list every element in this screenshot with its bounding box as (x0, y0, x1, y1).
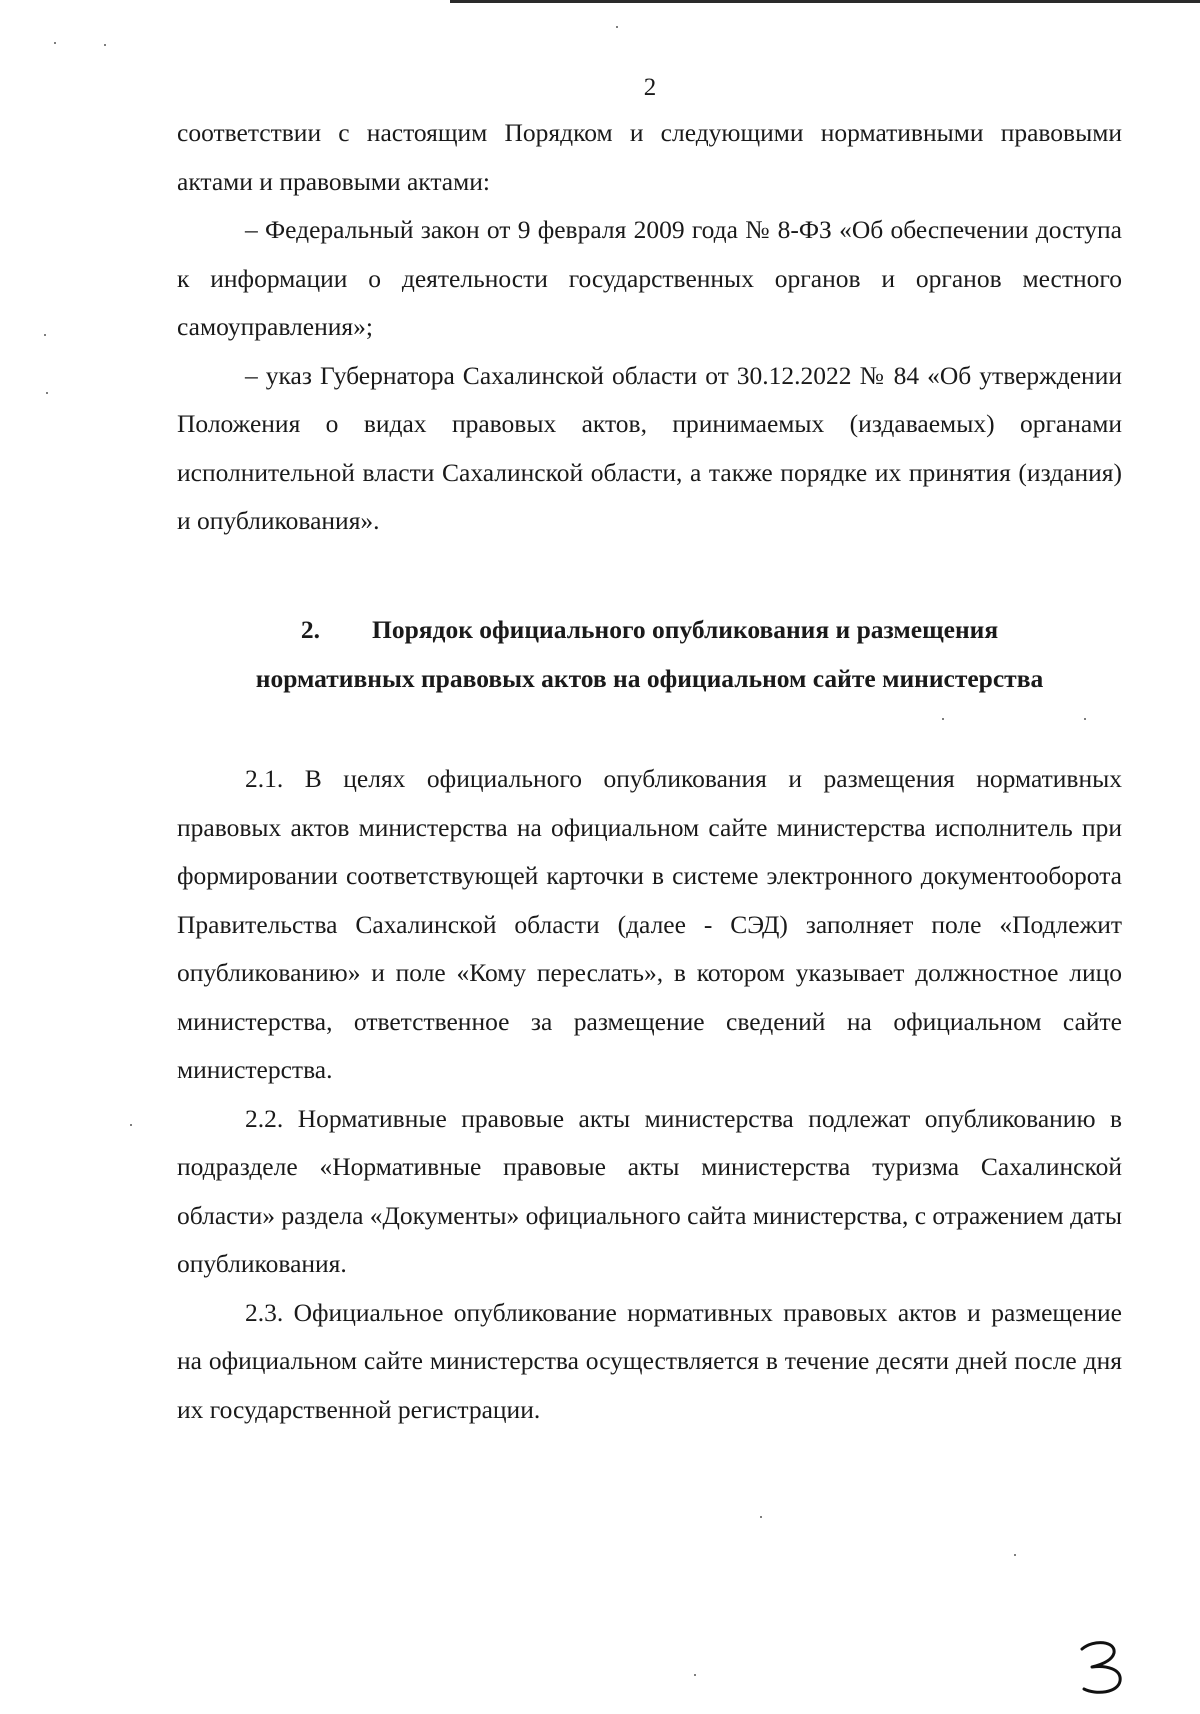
section-number: 2. (300, 615, 320, 644)
scan-speck (1084, 718, 1086, 720)
scan-speck (694, 1674, 696, 1676)
clause-2-1: 2.1. В целях официального опубликования и размещения нормативных правовых актов министерства на официальном сайте министерства исполнитель при формировании соответствующей карточки в системе электронного документооборота Правительства Сахалинской области (далее - СЭД) заполняет поле «Подлежит опубликованию» и поле «Кому переслать», в котором указывает должностное лицо министерства, ответственное за размещение сведений на официальном сайте министерства. (177, 764, 1122, 1084)
scan-speck (942, 718, 944, 720)
scan-speck (1014, 1554, 1016, 1556)
scan-speck (616, 26, 618, 28)
page-number: 2 (643, 74, 657, 101)
scan-speck (44, 334, 46, 336)
handwritten-page-number (1076, 1637, 1132, 1697)
section-heading-line1 (177, 606, 1122, 655)
list-item-governor-decree: – указ Губернатора Сахалинской области от 30.12.2022 № 84 «Об утверждении Положения о видах правовых актов, принимаемых (издаваемых) органами исполнительной власти Сахалинской области, а также порядке их принятия (издания) и опубликования». (177, 360, 1122, 535)
scan-speck (130, 1124, 132, 1126)
section-heading-line2: нормативных правовых актов на официальном сайте министерства (255, 663, 1044, 693)
list-item-federal-law: – Федеральный закон от 9 февраля 2009 года № 8-ФЗ «Об обеспечении доступа к информации о деятельности государственных органов и органов местного самоуправления»; (177, 215, 1122, 341)
clause-2-2: 2.2. Нормативные правовые акты министерства подлежат опубликованию в подразделе «Нормативные правовые акты министерства туризма Сахалинской области» раздела «Документы» официального сайта министерства, с отражением даты опубликования. (177, 1103, 1122, 1278)
intro-block (177, 109, 1122, 546)
scan-speck (46, 392, 48, 394)
top-border-line (450, 0, 1200, 3)
clause-2-3: 2.3. Официальное опубликование нормативных правовых актов и размещение на официальном сайте министерства осуществляется в течение десяти дней после дня их государственной регистрации. (177, 1297, 1122, 1424)
intro-paragraph: соответствии с настоящим Порядком и следующими нормативными правовыми актами и правовыми актами: (177, 118, 1122, 196)
section-heading (177, 606, 1122, 703)
scan-speck (54, 42, 56, 44)
scan-speck (760, 1516, 762, 1518)
section-body (177, 755, 1122, 1434)
scan-speck (104, 44, 106, 46)
section-title-part1: Порядок официального опубликования и размещения (371, 615, 999, 644)
